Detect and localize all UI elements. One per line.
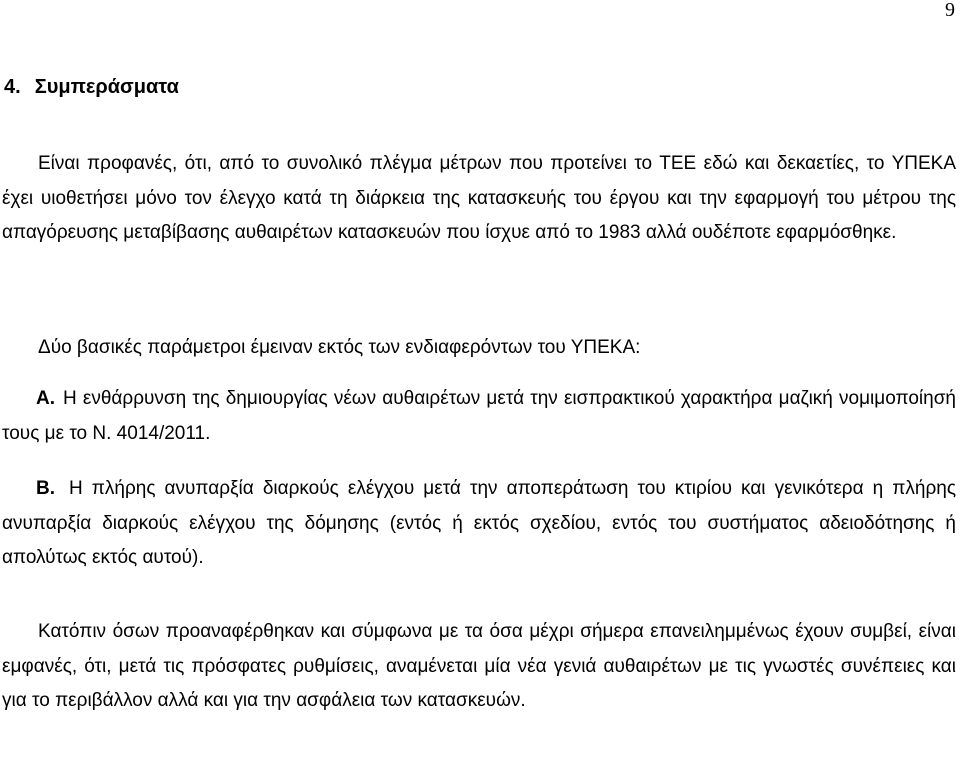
item-a-label: Α. <box>36 388 55 409</box>
section-number: 4. <box>4 76 21 98</box>
conclusion-paragraph: Κατόπιν όσων προαναφέρθηκαν και σύμφωνα με τα όσα μέχρι σήμερα επανειλημμένως έχουν συμβεί, είναι εμφανές, ότι, μετά τις πρόσφατες ρυθμίσεις, αναμένεται μία νέα γενιά αυθαιρέτων με τις γνωστές συνέπειες και για το περιβάλλον αλλά και για την ασφάλεια των κατασκευών. <box>2 621 956 711</box>
item-b-text: Η πλήρης ανυπαρξία διαρκούς ελέγχου μετά την αποπεράτωση του κτιρίου και γενικότερα η πλήρης ανυπαρξία διαρκούς ελέγχου της δόμησης (εντός ή εκτός σχεδίου, εντός του συστήματος αδειοδότησης ή απολύτως εκτός αυτού). <box>2 478 956 568</box>
item-a-paragraph <box>2 382 956 451</box>
lead-paragraph: Δύο βασικές παράμετροι έμειναν εκτός των ενδιαφερόντων του ΥΠΕΚΑ: <box>38 337 641 358</box>
section-heading <box>4 75 179 99</box>
page-number: 9 <box>945 0 955 21</box>
intro-paragraph: Είναι προφανές, ότι, από το συνολικό πλέγμα μέτρων που προτείνει το ΤΕΕ εδώ και δεκαετίες, το ΥΠΕΚΑ έχει υιοθετήσει μόνο τον έλεγχο κατά τη διάρκεια της κατασκευής του έργου και την εφαρμογή του μέτρου της απαγόρευσης μεταβίβασης αυθαιρέτων κατασκευών που ίσχυε από το 1983 αλλά ουδέποτε εφαρμόσθηκε. <box>2 153 956 243</box>
item-a-text: Η ενθάρρυνση της δημιουργίας νέων αυθαιρέτων μετά την εισπρακτικού χαρακτήρα μαζική νομιμοποίησή τους με το Ν. 4014/2011. <box>2 388 956 444</box>
item-b-paragraph <box>2 472 956 576</box>
section-title: Συμπεράσματα <box>34 76 179 98</box>
item-b-label: Β. <box>36 478 55 499</box>
